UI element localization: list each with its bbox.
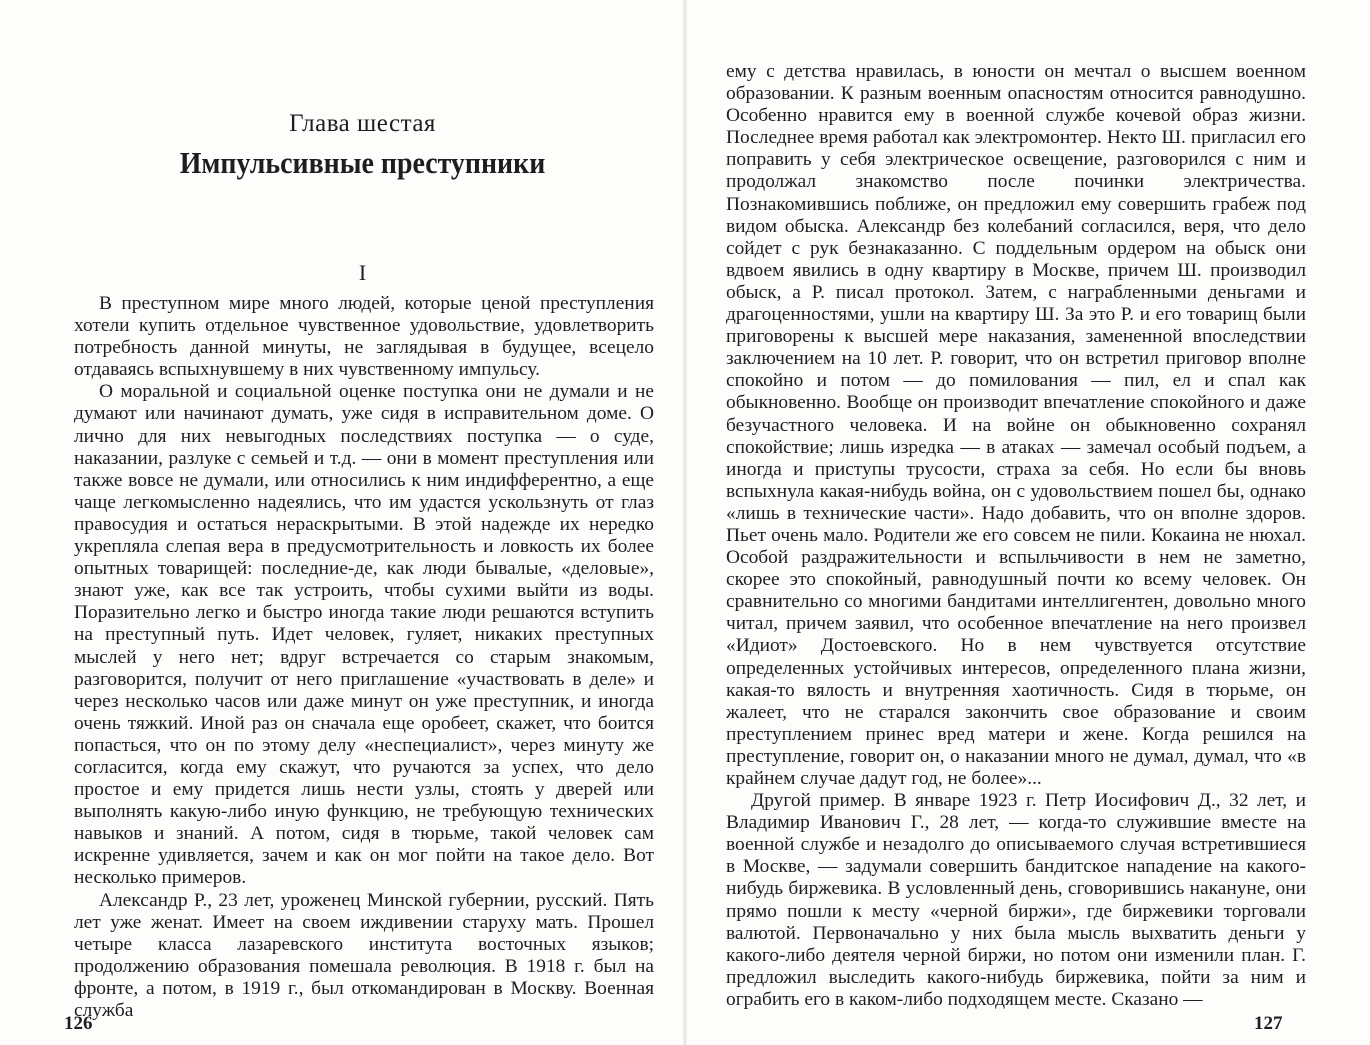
paragraph: Другой пример. В январе 1923 г. Петр Иосифович Д., 32 лет, и Владимир Иванович Г., 28 лет, — когда-то служившие вместе на военной службе и незадолго до описываемого случая встретившиеся в Москве, — задумали совершить бандитское нападение на какого-нибудь биржевика. В условленный день, сговорившись накануне, они прямо пошли к месту «черной биржи», где биржевики торговали валютой. Первоначально у них была мысль выхватить деньги у какого-либо деятеля черной биржи, но потом они изменили план. Г. предложил выследить какого-нибудь биржевика, пойти за ним и ограбить его в каком-либо подходящем месте. Сказано — bbox=[726, 790, 1306, 1010]
left-body-text bbox=[74, 293, 654, 1022]
chapter-label: Глава шестая bbox=[289, 110, 436, 137]
paragraph: ему с детства нравилась, в юности он мечтал о высшем военном образовании. К разным военным опасностям относится равнодушно. Особенно нравится ему в военной службе кочевой образ жизни. Последнее время работал как электромонтер. Некто Ш. пригласил его поправить у себя электрическое освещение, разговорился с ним и продолжал знакомство после починки электричества. Познакомившись поближе, он предложил ему совершить грабеж под видом обыска. Александр без колебаний согласился, веря, что дело сойдет с рук безнаказанно. С поддельным ордером на обыск они вдвоем явились в одну квартиру в Москве, причем Ш. производил обыск, а Р. писал протокол. Затем, с награбленными деньгами и драгоценностями, ушли на квартиру Ш. За это Р. и его товарищ были приговорены к высшей мере наказания, замененной впоследствии заключением на 10 лет. Р. говорит, что он встретил приговор вполне спокойно и потом — до помилования — пил, ел и спал как обыкновенно. Вообще он производит впечатление спокойного и даже безучастного человека. И на войне он обыкновенно сохранял спокойствие; лишь изредка — в атаках — замечал особый подъем, а иногда и приступы трусости, страха за себя. Но если бы вновь вспыхнула какая-нибудь война, он с удовольствием пошел бы, однако «лишь в технические части». Надо добавить, что он вполне здоров. Пьет очень мало. Родители же его совсем не пили. Кокаина не нюхал. Особой раздражительности и вспыльчивости в нем не заметно, скорее это спокойный, равнодушный почти ко всему человек. Он сравнительно со многими бандитами интеллигентен, довольно много читал, причем заявил, что особенное впечатление на него произвел «Идиот» Достоевского. Но в нем чувствуется отсутствие определенных устойчивых интересов, определенного плана жизни, какая-то вялость и внутренняя хаотичность. Сидя в тюрьме, он жалеет, что не старался закончить свое образование и своим преступлением принес вред матери и жене. Когда решился на преступление, говорит он, о наказании много не думал, думал, что «в крайнем случае дадут год, не более»... bbox=[726, 61, 1306, 789]
chapter-title: Импульсивные преступники bbox=[179, 145, 546, 180]
page-number: 126 bbox=[64, 1013, 93, 1034]
section-number: I bbox=[358, 260, 367, 285]
right-body-text bbox=[726, 61, 1306, 1011]
paragraph: О моральной и социальной оценке поступка они не думали и не думают или начинают думать, уже сидя в исправительном доме. О лично для них невыгодных последствиях поступка — о суде, наказании, разлуке с семьей и т.д. — они в момент преступления или также вовсе не думали, или относились к ним индифферентно, а еще чаще легкомысленно надеялись, что им удастся ускользнуть от глаз правосудия и остаться нераскрытыми. В этой надежде их нередко укрепляла слепая вера в предусмотрительность и ловкость их более опытных товарищей: последние-де, как люди бывалые, «деловые», знают уже, как все так устроить, чтобы сухими выйти из воды. Поразительно легко и быстро иногда такие люди решаются вступить на преступный путь. Идет человек, гуляет, никаких преступных мыслей у него нет; вдруг встречается со старым знакомым, разговорится, получит от него приглашение «участвовать в деле» и через несколько часов или даже минут он уже преступник, и иногда очень тяжкий. Иной раз он сначала еще оробеет, скажет, что боится попасться, что он по этому делу «неспециалист», через минуту же согласится, когда ему скажут, что ручаются за успех, что дело простое и ему придется лишь нести узлы, стоять у дверей или выполнять какую-либо иную функцию, не требующую технических навыков и знаний. А потом, сидя в тюрьме, такой человек сам искренне удивляется, зачем и как он мог пойти на такое дело. Вот несколько примеров. bbox=[74, 381, 654, 889]
paragraph: Александр Р., 23 лет, уроженец Минской губернии, русский. Пять лет уже женат. Имеет на своем иждивении старуху мать. Прошел четыре класса лазаревского института восточных языков; продолжению образования помешала революция. В 1918 г. был на фронте, а потом, в 1919 г., был откомандирован в Москву. Военная служба bbox=[74, 889, 654, 1021]
right-page bbox=[685, 0, 1370, 1045]
page-number: 127 bbox=[1254, 1013, 1283, 1034]
paragraph: В преступном мире много людей, которые ценой преступления хотели купить отдельное чувственное удовольствие, удовлетворить потребность данной минуты, не заглядывая в будущее, всецело отдаваясь вспыхнувшему в них чувственному импульсу. bbox=[74, 293, 654, 381]
